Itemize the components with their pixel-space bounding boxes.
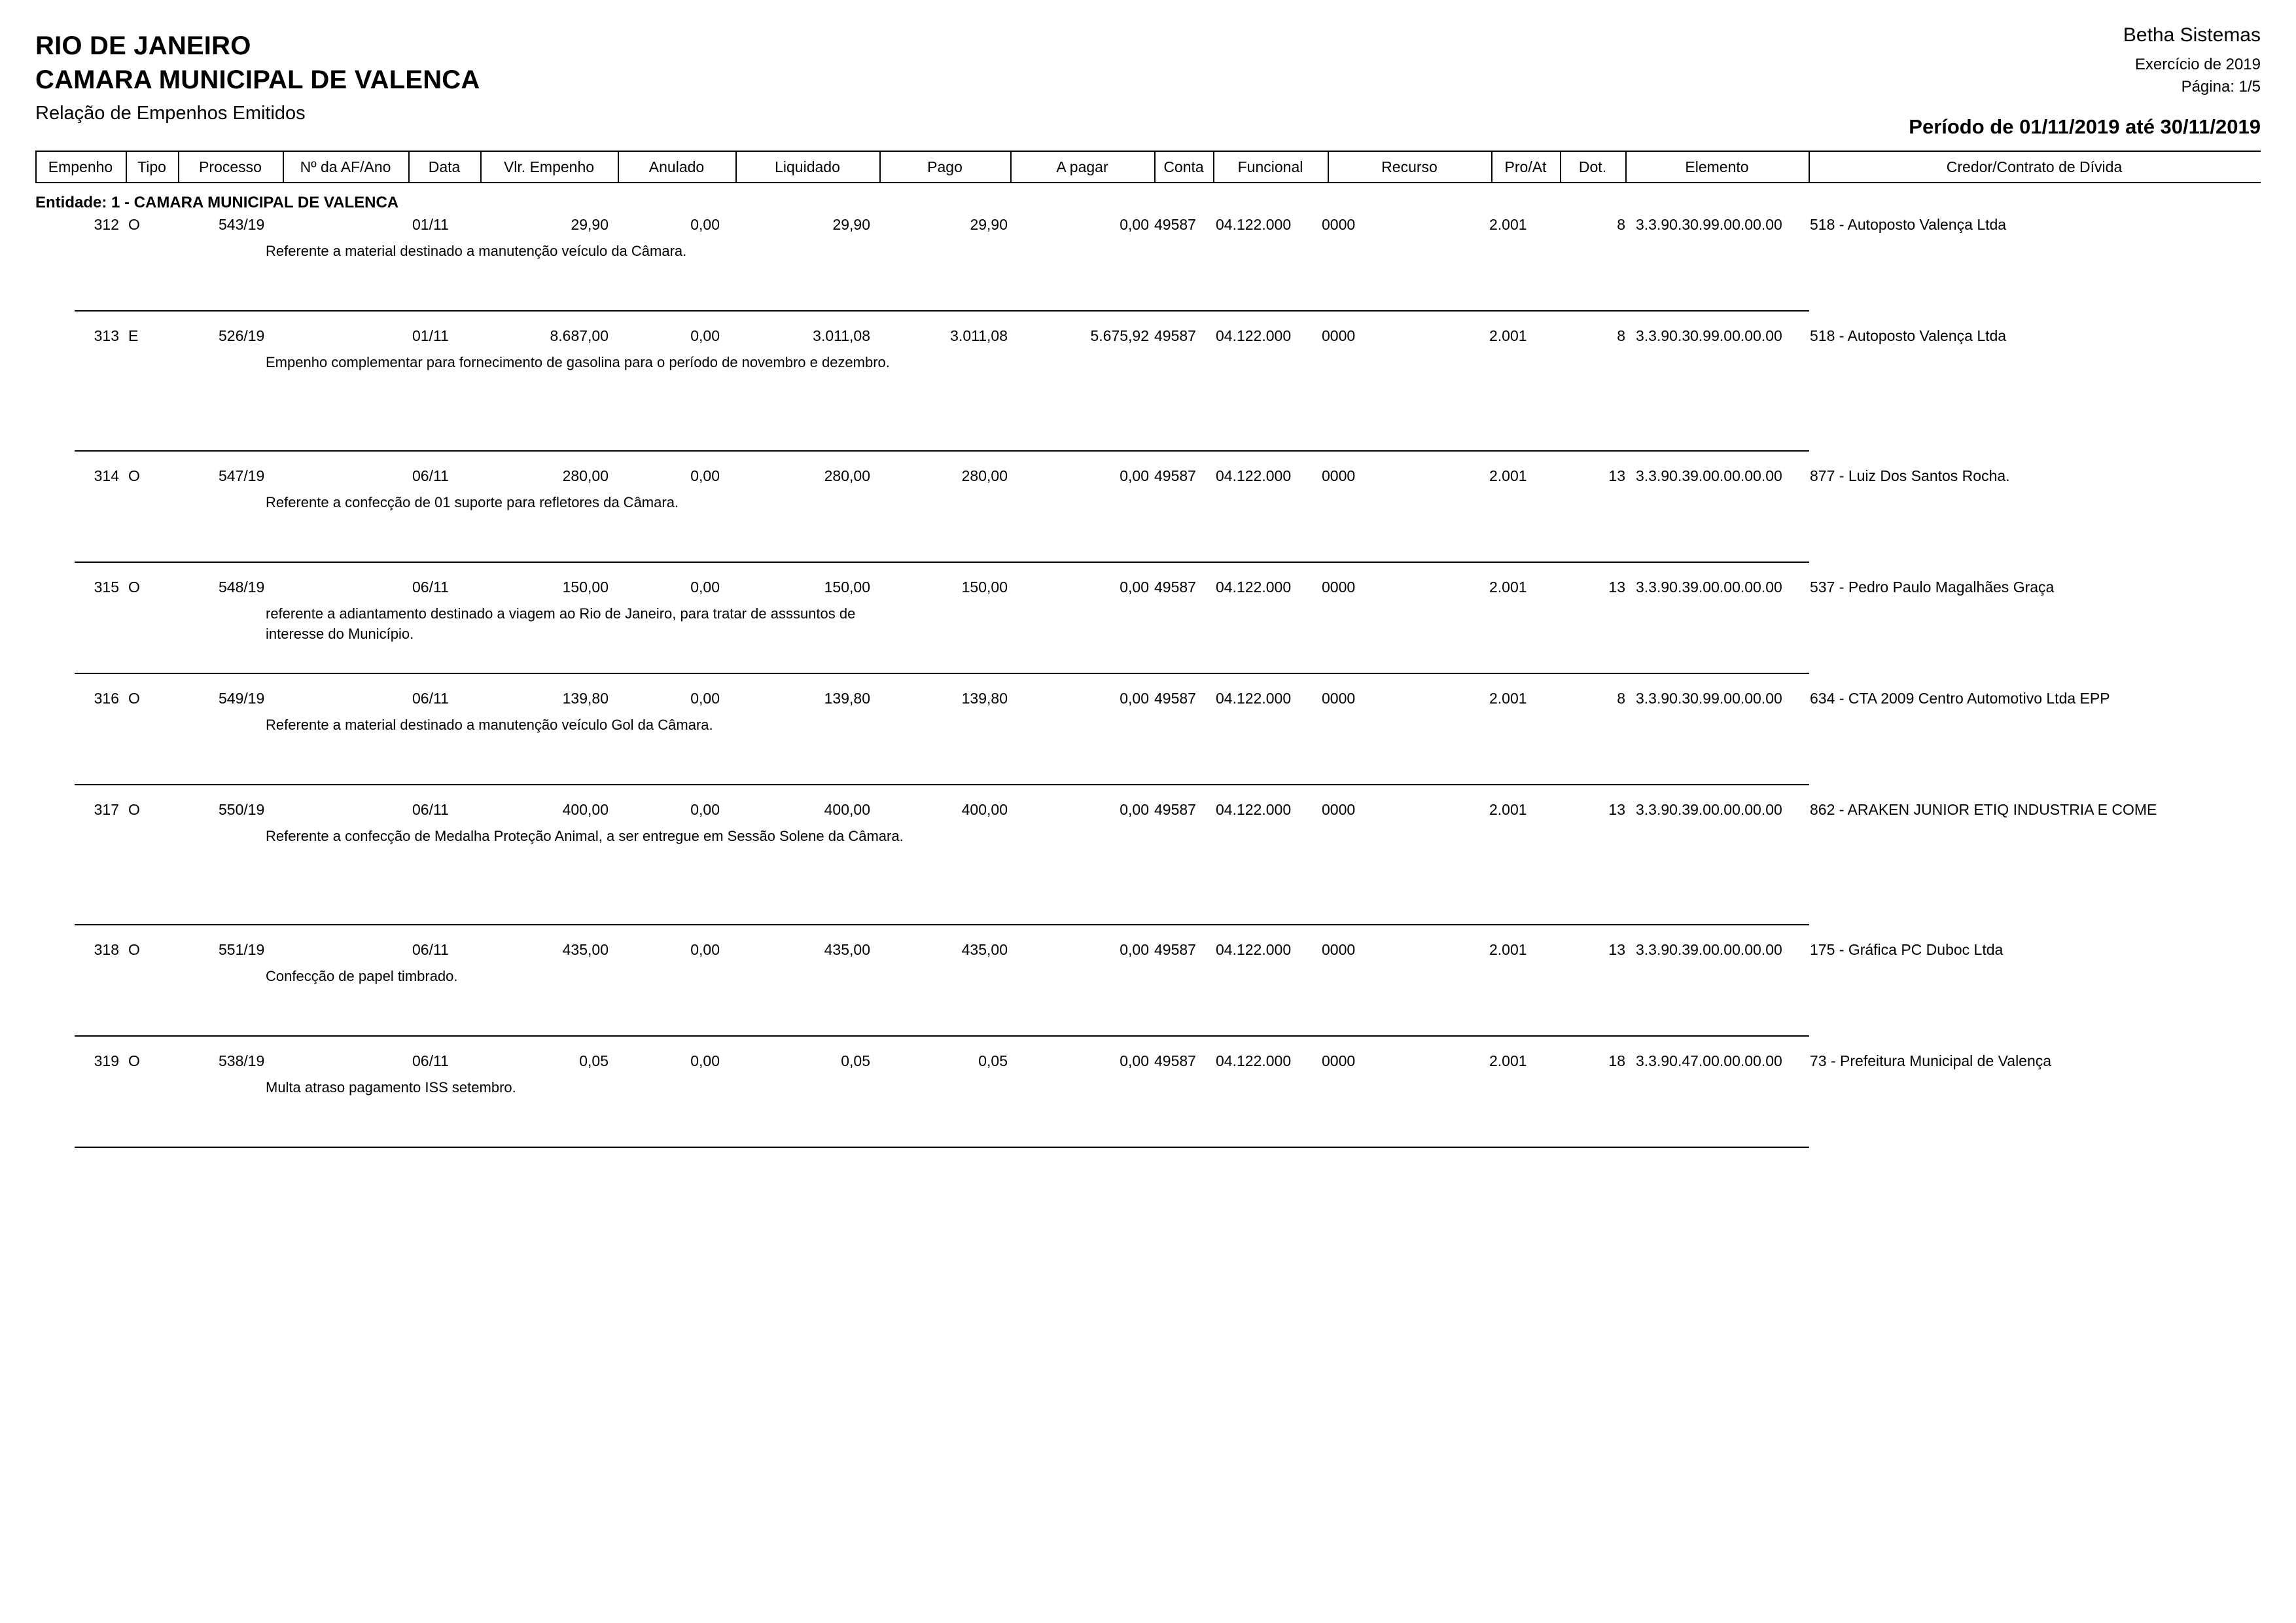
col-liquidado: Liquidado bbox=[775, 158, 840, 175]
col-pago: Pago bbox=[927, 158, 963, 175]
cell-recurso: 0000 bbox=[1322, 327, 1356, 344]
cell-elemento: 3.3.90.30.99.00.00.00 bbox=[1636, 216, 1782, 233]
cell-empenho: 312 bbox=[94, 216, 119, 233]
cell-elemento: 3.3.90.39.00.00.00.00 bbox=[1636, 801, 1782, 818]
cell-recurso: 0000 bbox=[1322, 467, 1356, 484]
col-funcional: Funcional bbox=[1237, 158, 1303, 175]
cell-empenho: 314 bbox=[94, 467, 119, 484]
cell-vlr-empenho: 29,90 bbox=[571, 216, 609, 233]
organization-name: CAMARA MUNICIPAL DE VALENCA bbox=[35, 65, 480, 94]
table-row bbox=[35, 466, 2261, 577]
cell-credor: 518 - Autoposto Valença Ltda bbox=[1810, 216, 2007, 233]
cell-funcional: 04.122.000 bbox=[1216, 690, 1292, 707]
cell-data: 06/11 bbox=[412, 1052, 449, 1069]
cell-liquidado: 435,00 bbox=[824, 941, 870, 958]
cell-tipo: O bbox=[128, 801, 140, 818]
cell-a-pagar: 5.675,92 bbox=[1090, 327, 1149, 344]
cell-processo: 526/19 bbox=[219, 327, 265, 344]
cell-liquidado: 0,05 bbox=[841, 1052, 870, 1069]
cell-pro-at: 2.001 bbox=[1489, 467, 1527, 484]
cell-empenho: 318 bbox=[94, 941, 119, 958]
cell-a-pagar: 0,00 bbox=[1120, 216, 1149, 233]
col-processo: Processo bbox=[199, 158, 262, 175]
cell-vlr-empenho: 280,00 bbox=[562, 467, 609, 484]
cell-vlr-empenho: 8.687,00 bbox=[550, 327, 609, 344]
cell-funcional: 04.122.000 bbox=[1216, 579, 1292, 596]
cell-tipo: O bbox=[128, 941, 140, 958]
cell-empenho: 316 bbox=[94, 690, 119, 707]
cell-liquidado: 150,00 bbox=[824, 579, 870, 596]
cell-funcional: 04.122.000 bbox=[1216, 801, 1292, 818]
cell-pro-at: 2.001 bbox=[1489, 1052, 1527, 1069]
cell-funcional: 04.122.000 bbox=[1216, 327, 1292, 344]
cell-conta: 49587 bbox=[1154, 467, 1196, 484]
cell-credor: 175 - Gráfica PC Duboc Ltda bbox=[1810, 941, 2004, 958]
cell-processo: 547/19 bbox=[219, 467, 265, 484]
cell-dot: 8 bbox=[1617, 690, 1625, 707]
cell-pago: 150,00 bbox=[961, 579, 1008, 596]
cell-elemento: 3.3.90.47.00.00.00.00 bbox=[1636, 1052, 1782, 1069]
cell-descricao: Referente a confecção de 01 suporte para refletores da Câmara. bbox=[266, 494, 679, 510]
city-name: RIO DE JANEIRO bbox=[35, 31, 251, 60]
cell-processo: 538/19 bbox=[219, 1052, 265, 1069]
cell-anulado: 0,00 bbox=[690, 216, 720, 233]
cell-conta: 49587 bbox=[1154, 1052, 1196, 1069]
vendor-brand: Betha Sistemas bbox=[2123, 24, 2261, 46]
report-header bbox=[35, 22, 2261, 147]
col-elemento: Elemento bbox=[1685, 158, 1749, 175]
cell-pro-at: 2.001 bbox=[1489, 216, 1527, 233]
cell-recurso: 0000 bbox=[1322, 216, 1356, 233]
entity-label: Entidade: 1 - CAMARA MUNICIPAL DE VALENCA bbox=[35, 194, 399, 211]
cell-recurso: 0000 bbox=[1322, 579, 1356, 596]
table-row bbox=[35, 577, 2261, 688]
cell-pago: 3.011,08 bbox=[950, 327, 1008, 344]
cell-conta: 49587 bbox=[1154, 941, 1196, 958]
cell-empenho: 313 bbox=[94, 327, 119, 344]
cell-pro-at: 2.001 bbox=[1489, 579, 1527, 596]
cell-data: 01/11 bbox=[412, 216, 449, 233]
cell-pago: 0,05 bbox=[978, 1052, 1008, 1069]
cell-recurso: 0000 bbox=[1322, 941, 1356, 958]
cell-tipo: O bbox=[128, 216, 140, 233]
cell-anulado: 0,00 bbox=[690, 801, 720, 818]
cell-pro-at: 2.001 bbox=[1489, 801, 1527, 818]
cell-a-pagar: 0,00 bbox=[1120, 1052, 1149, 1069]
cell-dot: 18 bbox=[1608, 1052, 1625, 1069]
table-row bbox=[35, 326, 2261, 466]
row-divider bbox=[75, 924, 1809, 925]
cell-tipo: O bbox=[128, 579, 140, 596]
cell-elemento: 3.3.90.39.00.00.00.00 bbox=[1636, 467, 1782, 484]
cell-vlr-empenho: 435,00 bbox=[562, 941, 609, 958]
cell-tipo: O bbox=[128, 1052, 140, 1069]
cell-credor: 877 - Luiz Dos Santos Rocha. bbox=[1810, 467, 2010, 484]
cell-descricao: Referente a material destinado a manutenção veículo Gol da Câmara. bbox=[266, 717, 713, 733]
cell-credor: 73 - Prefeitura Municipal de Valença bbox=[1810, 1052, 2052, 1069]
cell-elemento: 3.3.90.39.00.00.00.00 bbox=[1636, 579, 1782, 596]
cell-recurso: 0000 bbox=[1322, 801, 1356, 818]
cell-anulado: 0,00 bbox=[690, 579, 720, 596]
cell-dot: 13 bbox=[1608, 467, 1625, 484]
cell-dot: 13 bbox=[1608, 801, 1625, 818]
cell-descricao: Empenho complementar para fornecimento de gasolina para o período de novembro e dezembro. bbox=[266, 354, 890, 370]
header-left-block bbox=[35, 29, 480, 127]
cell-processo: 551/19 bbox=[219, 941, 265, 958]
col-conta: Conta bbox=[1163, 158, 1204, 175]
cell-liquidado: 280,00 bbox=[824, 467, 870, 484]
report-title: Relação de Empenhos Emitidos bbox=[35, 103, 306, 124]
cell-processo: 550/19 bbox=[219, 801, 265, 818]
cell-data: 06/11 bbox=[412, 467, 449, 484]
period-range: Período de 01/11/2019 até 30/11/2019 bbox=[1909, 115, 2261, 138]
cell-a-pagar: 0,00 bbox=[1120, 801, 1149, 818]
cell-pago: 400,00 bbox=[961, 801, 1008, 818]
cell-conta: 49587 bbox=[1154, 690, 1196, 707]
cell-funcional: 04.122.000 bbox=[1216, 467, 1292, 484]
cell-a-pagar: 0,00 bbox=[1120, 467, 1149, 484]
cell-pro-at: 2.001 bbox=[1489, 941, 1527, 958]
row-divider bbox=[75, 562, 1809, 563]
cell-a-pagar: 0,00 bbox=[1120, 579, 1149, 596]
cell-liquidado: 400,00 bbox=[824, 801, 870, 818]
cell-anulado: 0,00 bbox=[690, 1052, 720, 1069]
cell-data: 06/11 bbox=[412, 690, 449, 707]
cell-descricao: Multa atraso pagamento ISS setembro. bbox=[266, 1079, 516, 1096]
cell-empenho: 315 bbox=[94, 579, 119, 596]
table-column-header bbox=[35, 151, 2261, 183]
cell-liquidado: 3.011,08 bbox=[813, 327, 870, 344]
cell-tipo: O bbox=[128, 690, 140, 707]
cell-a-pagar: 0,00 bbox=[1120, 690, 1149, 707]
cell-data: 06/11 bbox=[412, 801, 449, 818]
table-row bbox=[35, 215, 2261, 326]
cell-pago: 29,90 bbox=[970, 216, 1008, 233]
cell-conta: 49587 bbox=[1154, 216, 1196, 233]
col-dot: Dot. bbox=[1578, 158, 1607, 175]
cell-pago: 139,80 bbox=[961, 690, 1008, 707]
cell-data: 06/11 bbox=[412, 941, 449, 958]
col-vlr-empenho: Vlr. Empenho bbox=[503, 158, 595, 175]
cell-data: 01/11 bbox=[412, 327, 449, 344]
cell-pago: 435,00 bbox=[961, 941, 1008, 958]
cell-recurso: 0000 bbox=[1322, 690, 1356, 707]
cell-processo: 549/19 bbox=[219, 690, 265, 707]
row-divider bbox=[75, 1035, 1809, 1037]
cell-funcional: 04.122.000 bbox=[1216, 216, 1292, 233]
col-empenho: Empenho bbox=[48, 158, 113, 175]
cell-conta: 49587 bbox=[1154, 327, 1196, 344]
cell-liquidado: 139,80 bbox=[824, 690, 870, 707]
cell-dot: 13 bbox=[1608, 579, 1625, 596]
page-number: Página: 1/5 bbox=[2181, 78, 2261, 96]
table-row bbox=[35, 940, 2261, 1051]
row-divider bbox=[75, 784, 1809, 785]
table-row bbox=[35, 688, 2261, 800]
col-af-ano: Nº da AF/Ano bbox=[300, 158, 391, 175]
cell-vlr-empenho: 139,80 bbox=[562, 690, 609, 707]
row-divider bbox=[75, 450, 1809, 452]
cell-funcional: 04.122.000 bbox=[1216, 941, 1292, 958]
col-credor: Credor/Contrato de Dívida bbox=[1946, 158, 2123, 175]
cell-conta: 49587 bbox=[1154, 801, 1196, 818]
cell-vlr-empenho: 400,00 bbox=[562, 801, 609, 818]
row-divider bbox=[75, 310, 1809, 312]
exercise-year: Exercício de 2019 bbox=[2134, 56, 2261, 73]
header-right-block bbox=[1909, 22, 2261, 140]
cell-anulado: 0,00 bbox=[690, 467, 720, 484]
cell-descricao: Referente a confecção de Medalha Proteção Animal, a ser entregue em Sessão Solene da Câmara. bbox=[266, 828, 904, 844]
cell-credor: 862 - ARAKEN JUNIOR ETIQ INDUSTRIA E COME bbox=[1810, 801, 2157, 818]
cell-liquidado: 29,90 bbox=[832, 216, 870, 233]
table-row bbox=[35, 800, 2261, 940]
cell-conta: 49587 bbox=[1154, 579, 1196, 596]
cell-elemento: 3.3.90.39.00.00.00.00 bbox=[1636, 941, 1782, 958]
cell-dot: 8 bbox=[1617, 327, 1625, 344]
cell-dot: 13 bbox=[1608, 941, 1625, 958]
cell-descricao: referente a adiantamento destinado a viagem ao Rio de Janeiro, para tratar de asssuntos de interesse do Município. bbox=[266, 605, 856, 642]
cell-credor: 634 - CTA 2009 Centro Automotivo Ltda EPP bbox=[1810, 690, 2110, 707]
cell-processo: 543/19 bbox=[219, 216, 265, 233]
row-divider bbox=[75, 673, 1809, 674]
cell-dot: 8 bbox=[1617, 216, 1625, 233]
cell-tipo: E bbox=[128, 327, 139, 344]
cell-anulado: 0,00 bbox=[690, 327, 720, 344]
cell-anulado: 0,00 bbox=[690, 941, 720, 958]
col-tipo: Tipo bbox=[137, 158, 166, 175]
col-anulado: Anulado bbox=[648, 158, 705, 175]
col-recurso: Recurso bbox=[1381, 158, 1438, 175]
cell-pago: 280,00 bbox=[961, 467, 1008, 484]
cell-elemento: 3.3.90.30.99.00.00.00 bbox=[1636, 690, 1782, 707]
cell-elemento: 3.3.90.30.99.00.00.00 bbox=[1636, 327, 1782, 344]
cell-descricao: Referente a material destinado a manutenção veículo da Câmara. bbox=[266, 243, 687, 259]
cell-empenho: 317 bbox=[94, 801, 119, 818]
cell-empenho: 319 bbox=[94, 1052, 119, 1069]
table-row bbox=[35, 1051, 2261, 1162]
cell-pro-at: 2.001 bbox=[1489, 327, 1527, 344]
cell-vlr-empenho: 150,00 bbox=[562, 579, 609, 596]
row-divider bbox=[75, 1147, 1809, 1148]
cell-pro-at: 2.001 bbox=[1489, 690, 1527, 707]
col-a-pagar: A pagar bbox=[1056, 158, 1108, 175]
cell-data: 06/11 bbox=[412, 579, 449, 596]
col-data: Data bbox=[428, 158, 461, 175]
cell-tipo: O bbox=[128, 467, 140, 484]
cell-credor: 518 - Autoposto Valença Ltda bbox=[1810, 327, 2007, 344]
cell-a-pagar: 0,00 bbox=[1120, 941, 1149, 958]
col-pro-at: Pro/At bbox=[1504, 158, 1547, 175]
cell-credor: 537 - Pedro Paulo Magalhães Graça bbox=[1810, 579, 2055, 596]
cell-processo: 548/19 bbox=[219, 579, 265, 596]
cell-vlr-empenho: 0,05 bbox=[579, 1052, 609, 1069]
cell-recurso: 0000 bbox=[1322, 1052, 1356, 1069]
cell-funcional: 04.122.000 bbox=[1216, 1052, 1292, 1069]
cell-anulado: 0,00 bbox=[690, 690, 720, 707]
cell-descricao: Confecção de papel timbrado. bbox=[266, 968, 458, 984]
